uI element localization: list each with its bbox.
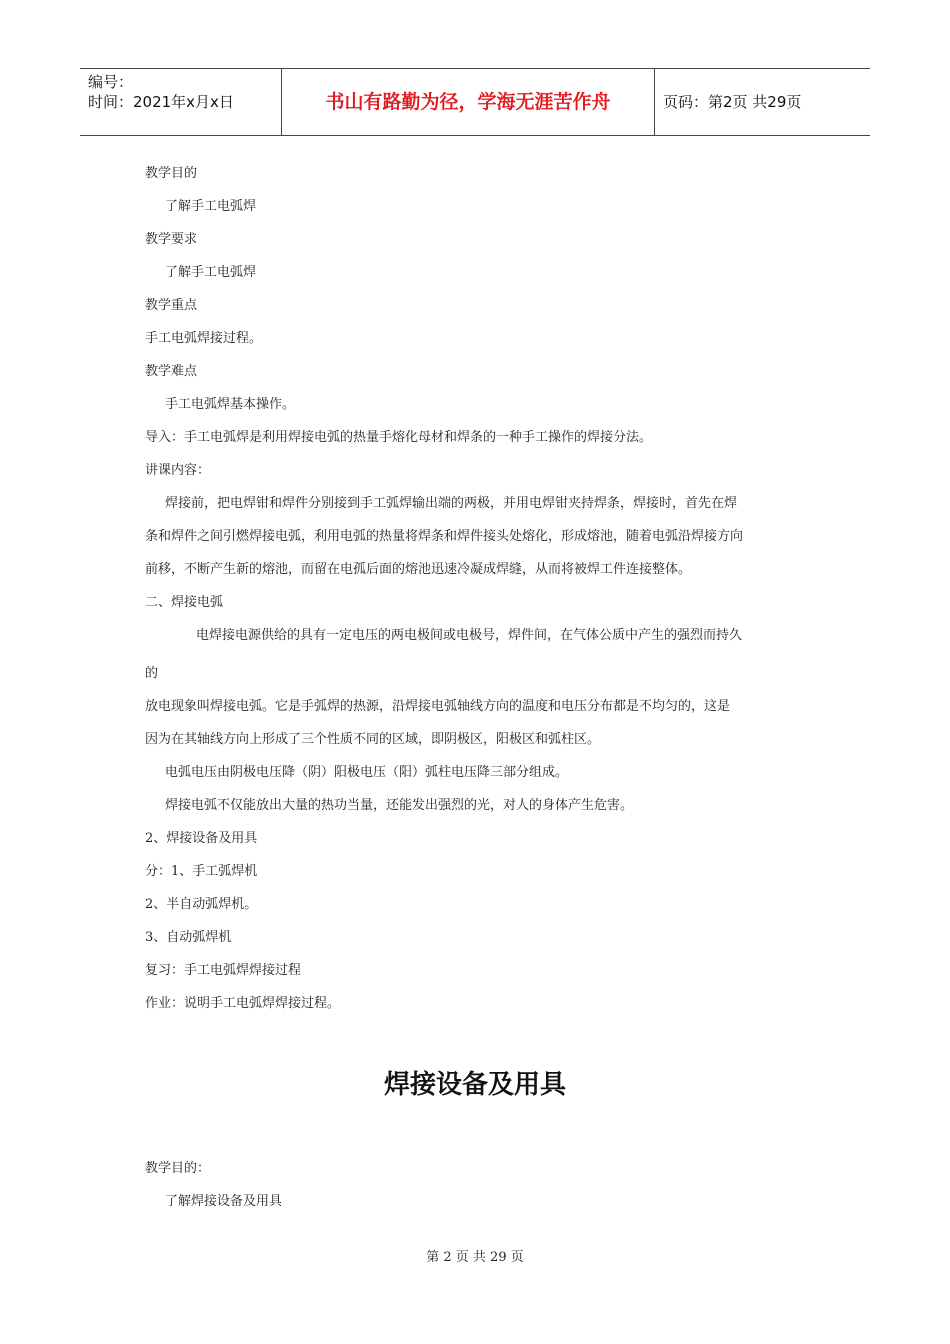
- text-line: 了解手工电弧焊: [165, 199, 257, 214]
- page-footer: 第 2 页 共 29 页: [426, 1250, 524, 1265]
- text-line: 作业：说明手工电弧焊焊接过程。: [145, 996, 341, 1011]
- text-line: 条和焊件之间引燃焊接电弧，利用电弧的热量将焊条和焊件接头处熔化，形成熔池，随着电弧沿焊接方向: [145, 529, 744, 544]
- text-line: 手工电弧焊基本操作。: [165, 397, 296, 412]
- header-page-label: 页码：第2页 共29页: [663, 93, 802, 111]
- text-line: 教学重点: [145, 298, 198, 313]
- text-line: 教学目的：: [145, 1161, 211, 1176]
- header-meta: [80, 69, 282, 135]
- text-line: 教学目的: [145, 166, 198, 181]
- text-line: 2、半自动弧焊机。: [145, 897, 258, 912]
- document-number-label: 编号：: [88, 73, 134, 91]
- text-line: 导入：手工电弧焊是利用焊接电弧的热量手熔化母材和焊条的一种手工操作的焊接分法。: [145, 430, 653, 445]
- section-title: 焊接设备及用具: [383, 1070, 566, 1100]
- text-line: 焊接前，把电焊钳和焊件分别接到手工弧焊输出端的两极，并用电焊钳夹持焊条，焊接时，首先在焊: [165, 496, 738, 511]
- text-line: 教学难点: [145, 364, 198, 379]
- document-time-label: 时间：2021年x月x日: [88, 93, 234, 111]
- text-line: 焊接电弧不仅能放出大量的热功当量，还能发出强烈的光，对人的身体产生危害。: [165, 798, 634, 813]
- text-line: 因为在其轴线方向上形成了三个性质不同的区域，即阴极区，阳极区和弧柱区。: [145, 732, 601, 747]
- page-header: [80, 68, 870, 136]
- text-line: 教学要求: [145, 232, 198, 247]
- text-line: 讲课内容：: [145, 463, 211, 478]
- text-line: 的: [145, 666, 159, 681]
- header-motto: 书山有路勤为径，学海无涯苦作舟: [282, 69, 655, 135]
- text-line: 前移，不断产生新的熔池，而留在电孤后面的熔池迅速冷凝成焊缝，从而将被焊工件连接整体。: [145, 562, 692, 577]
- text-line: 手工电弧焊接过程。: [145, 331, 263, 346]
- text-line: 电焊接电源供给的具有一定电压的两电极间或电极号，焊件间，在气体公质中产生的强烈而持久: [196, 628, 743, 643]
- text-line: 放电现象叫焊接电弧。它是手弧焊的热源，沿焊接电弧轴线方向的温度和电压分布都是不均匀的，这是: [145, 699, 731, 714]
- text-line: 2、焊接设备及用具: [145, 831, 258, 846]
- text-line: 复习：手工电弧焊焊接过程: [145, 963, 302, 978]
- text-line: 电弧电压由阴极电压降（阴）阳极电压（阳）弧柱电压降三部分组成。: [165, 765, 569, 780]
- text-line: 3、自动弧焊机: [145, 930, 232, 945]
- text-line: 分：1、手工弧焊机: [145, 864, 258, 879]
- text-line: 二、焊接电弧: [145, 595, 224, 610]
- text-line: 了解焊接设备及用具: [165, 1194, 283, 1209]
- text-line: 了解手工电弧焊: [165, 265, 257, 280]
